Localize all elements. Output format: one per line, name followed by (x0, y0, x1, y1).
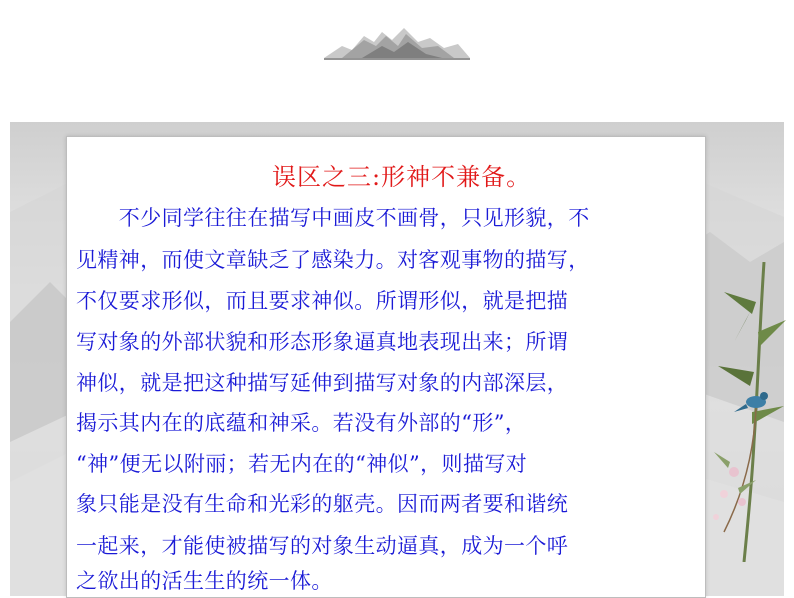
paragraph-line: 之欲出的活生生的统一体。 (76, 569, 333, 593)
paragraph-line: 象只能是没有生命和光彩的躯壳。因而两者要和谐统 (76, 492, 569, 516)
paragraph-line: 一起来，才能使被描写的对象生动逼真，成为一个呼 (76, 534, 569, 558)
slide-title: 误区之三:形神不兼备。 (272, 163, 532, 191)
paragraph-line: 见精神，而使文章缺乏了感染力。对客观事物的描写， (76, 248, 590, 272)
paragraph-line: 不少同学往往在描写中画皮不画骨，只见形貌，不 (76, 206, 590, 230)
paragraph-line: 神似，就是把这种描写延伸到描写对象的内部深层， (76, 371, 569, 395)
paragraph-line: “神”便无以附丽；若无内在的“神似”，则描写对 (76, 452, 528, 476)
paragraph-line: 写对象的外部状貌和形态形象逼真地表现出来；所谓 (76, 330, 569, 354)
paragraph-line: 不仅要求形似，而且要求神似。所谓形似，就是把描 (76, 289, 569, 313)
mountain-ornament-icon (322, 20, 472, 62)
paragraph-line: 揭示其内在的底蕴和神采。若没有外部的“形”， (76, 411, 527, 435)
bamboo-bird-painting-icon (694, 262, 792, 562)
